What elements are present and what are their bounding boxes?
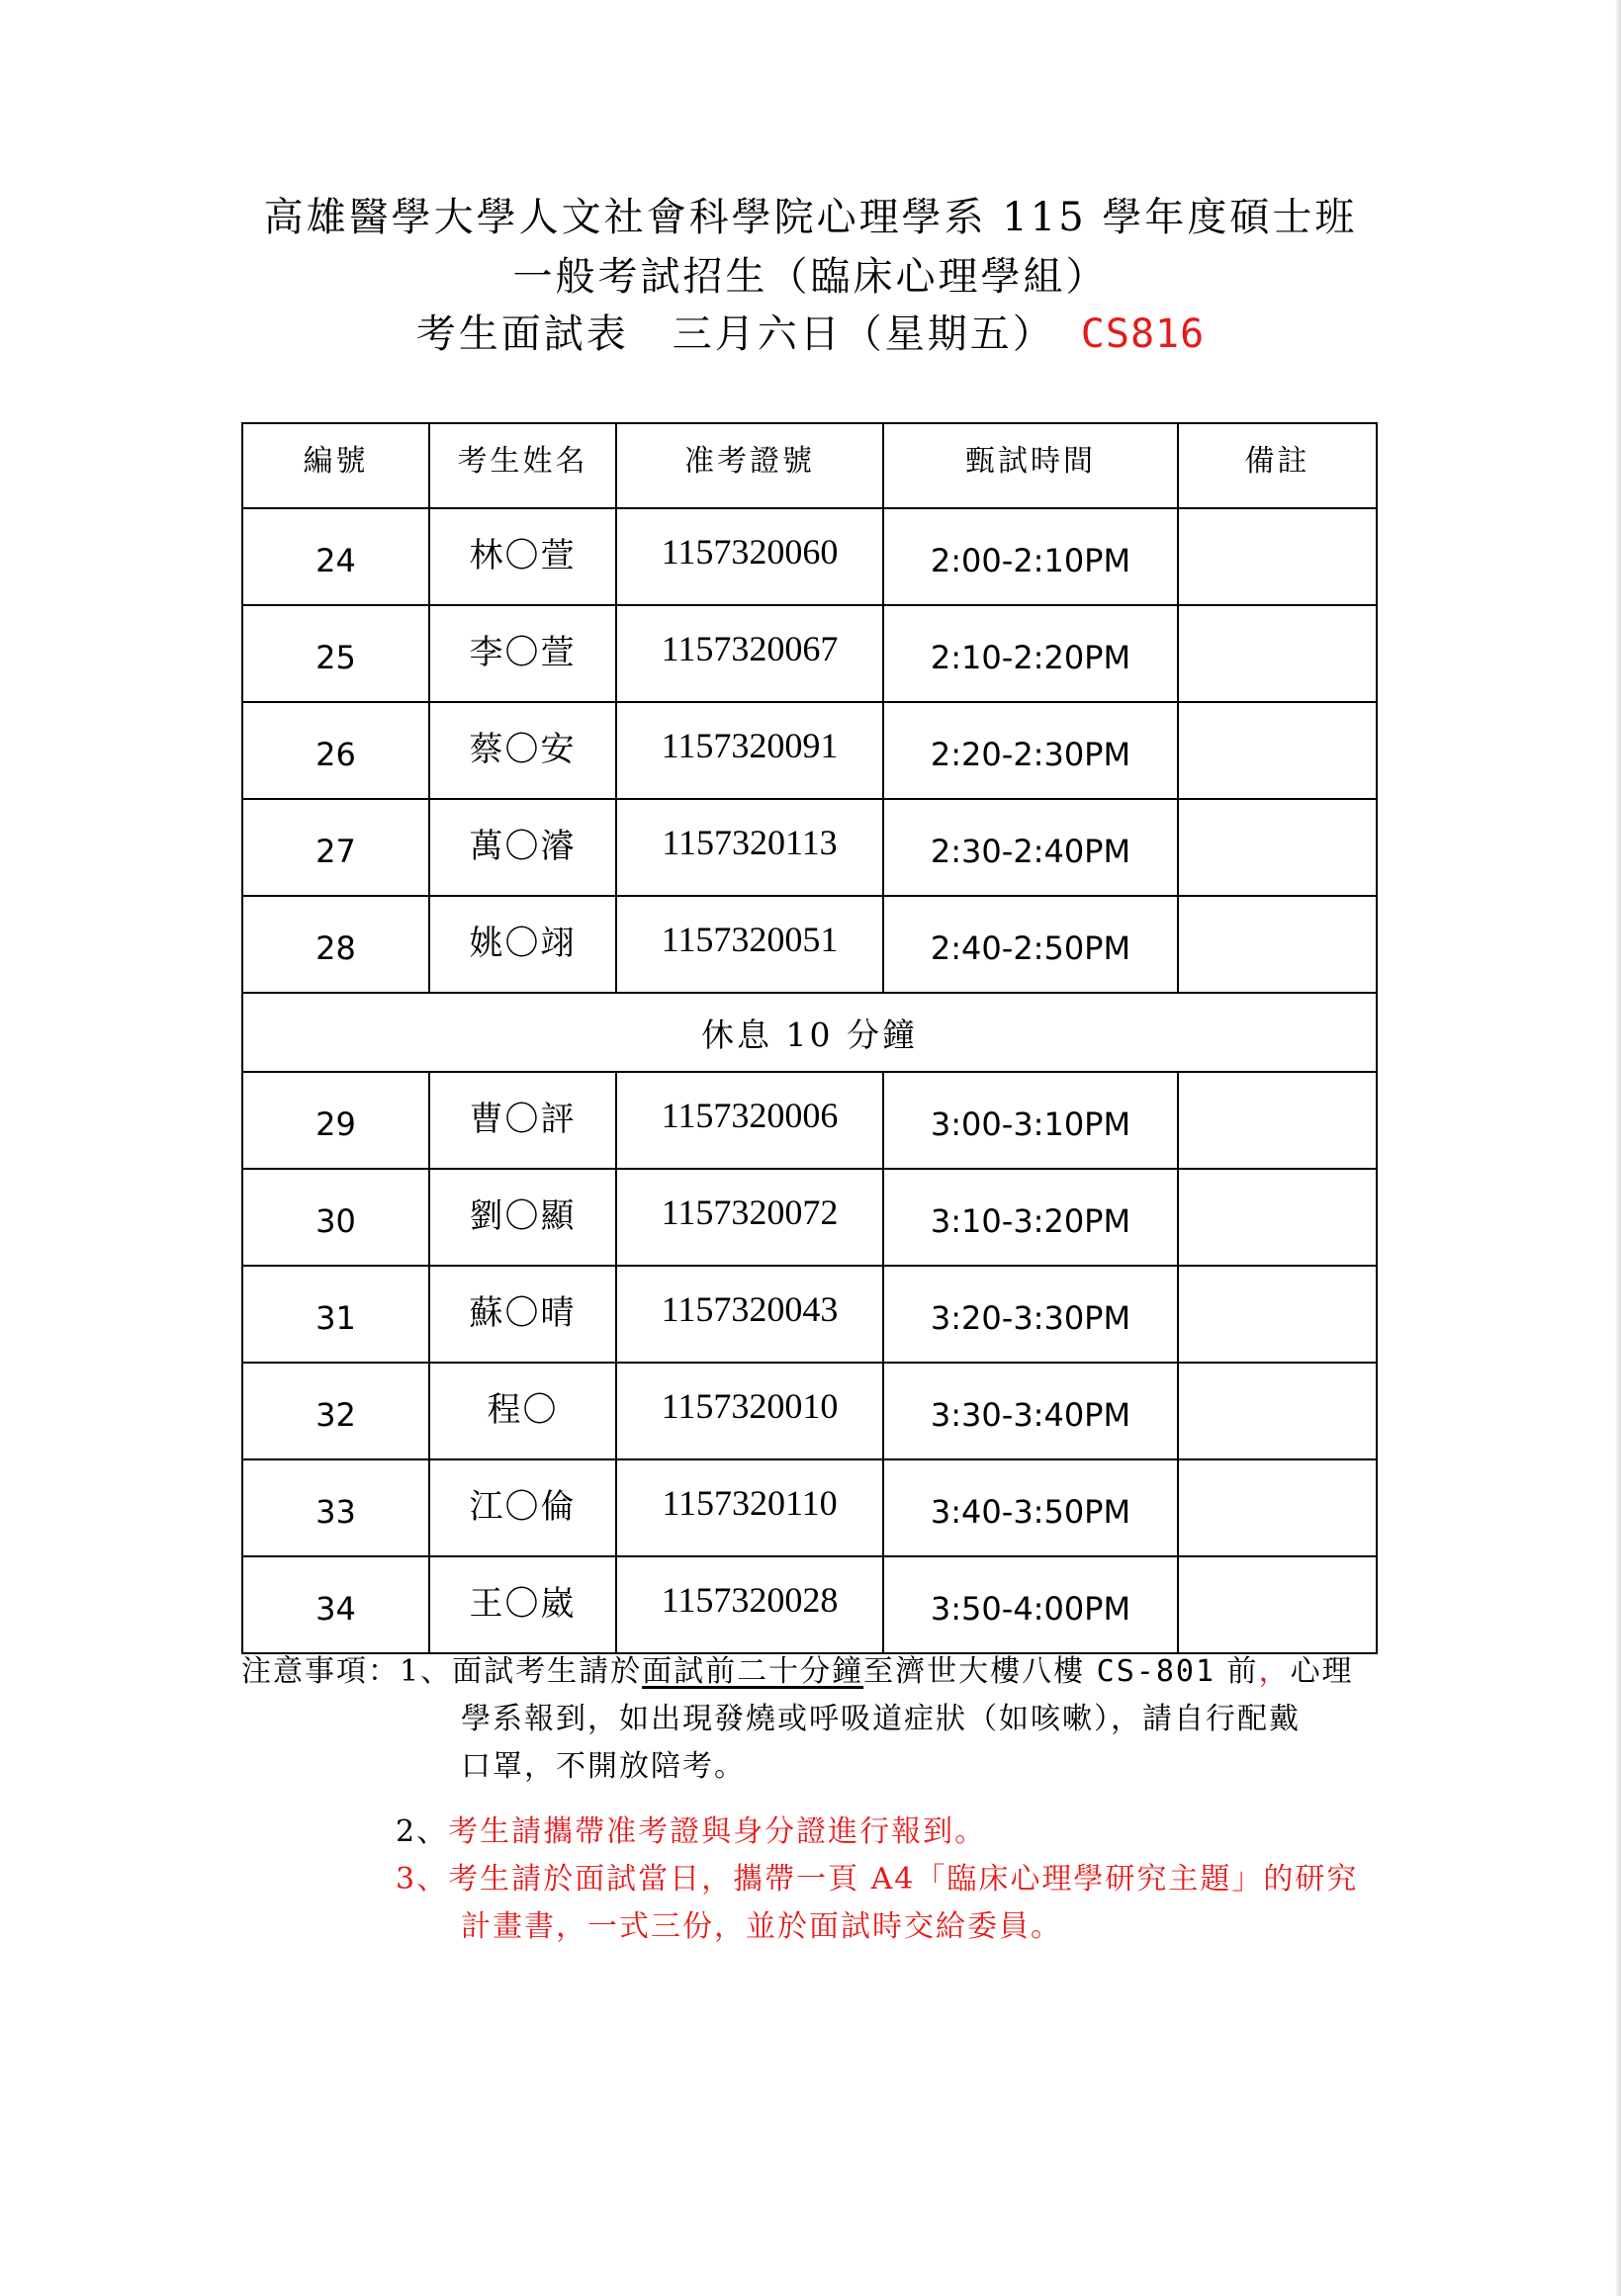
schedule-label: 考生面試表	[415, 311, 629, 357]
cell-time: 3:10-3:20PM	[883, 1169, 1178, 1266]
note-2: 2、考生請攜帶准考證與身分證進行報到。	[396, 1814, 987, 1849]
table-row	[242, 896, 1377, 993]
cell-note	[1178, 1556, 1377, 1653]
document-title-line3	[0, 310, 1621, 358]
break-label: 休息 10 分鐘	[242, 993, 1377, 1072]
cell-name: 李〇萱	[429, 605, 616, 702]
cell-time: 2:30-2:40PM	[883, 799, 1178, 896]
cell-time: 3:30-3:40PM	[883, 1363, 1178, 1459]
room-code: CS816	[1080, 311, 1206, 357]
cell-time: 3:00-3:10PM	[883, 1072, 1178, 1169]
cell-exam-id: 1157320006	[616, 1072, 883, 1169]
cell-name: 江〇倫	[429, 1459, 616, 1556]
cell-name: 蘇〇晴	[429, 1266, 616, 1363]
cell-time: 2:20-2:30PM	[883, 702, 1178, 799]
cell-number: 27	[242, 799, 429, 896]
cell-exam-id: 1157320051	[616, 896, 883, 993]
table-row	[242, 799, 1377, 896]
table-row	[242, 1556, 1377, 1653]
cell-number: 34	[242, 1556, 429, 1653]
cell-name: 劉〇顯	[429, 1169, 616, 1266]
table-row	[242, 1072, 1377, 1169]
cell-note	[1178, 1266, 1377, 1363]
cell-time: 2:10-2:20PM	[883, 605, 1178, 702]
cell-name: 曹〇評	[429, 1072, 616, 1169]
cell-exam-id: 1157320060	[616, 508, 883, 605]
cell-name: 蔡〇安	[429, 702, 616, 799]
cell-note	[1178, 605, 1377, 702]
note-1-line2: 學系報到，如出現發燒或呼吸道症狀（如咳嗽），請自行配戴	[461, 1702, 1301, 1736]
document-title-line2: 一般考試招生（臨床心理學組）	[512, 254, 1109, 300]
cell-name: 萬〇濬	[429, 799, 616, 896]
break-row	[242, 993, 1377, 1072]
interview-schedule-table	[241, 422, 1378, 1654]
cell-number: 31	[242, 1266, 429, 1363]
cell-note	[1178, 508, 1377, 605]
cell-exam-id: 1157320010	[616, 1363, 883, 1459]
cell-exam-id: 1157320091	[616, 702, 883, 799]
header-name: 考生姓名	[429, 423, 616, 508]
cell-note	[1178, 1072, 1377, 1169]
cell-number: 24	[242, 508, 429, 605]
cell-number: 25	[242, 605, 429, 702]
cell-exam-id: 1157320067	[616, 605, 883, 702]
cell-note	[1178, 896, 1377, 993]
cell-number: 28	[242, 896, 429, 993]
cell-name: 王〇崴	[429, 1556, 616, 1653]
cell-exam-id: 1157320113	[616, 799, 883, 896]
table-row	[242, 605, 1377, 702]
table-row	[242, 702, 1377, 799]
cell-name: 林〇萱	[429, 508, 616, 605]
table-row	[242, 1459, 1377, 1556]
table-row	[242, 1169, 1377, 1266]
cell-name: 姚〇翊	[429, 896, 616, 993]
cell-name: 程〇	[429, 1363, 616, 1459]
cell-note	[1178, 1459, 1377, 1556]
cell-number: 26	[242, 702, 429, 799]
note-1-line1: 注意事項：1、面試考生請於面試前二十分鐘至濟世大樓八樓 CS-801 前，心理	[241, 1654, 1354, 1689]
cell-number: 30	[242, 1169, 429, 1266]
cell-note	[1178, 702, 1377, 799]
cell-time: 3:50-4:00PM	[883, 1556, 1178, 1653]
cell-time: 2:00-2:10PM	[883, 508, 1178, 605]
interview-date: 三月六日（星期五）	[672, 311, 1055, 357]
room-number: CS-801	[1096, 1654, 1216, 1689]
cell-time: 3:20-3:30PM	[883, 1266, 1178, 1363]
header-number: 編號	[242, 423, 429, 508]
cell-exam-id: 1157320043	[616, 1266, 883, 1363]
table-row	[242, 508, 1377, 605]
note-3-line2: 計畫書，一式三份，並於面試時交給委員。	[461, 1909, 1062, 1944]
cell-time: 2:40-2:50PM	[883, 896, 1178, 993]
cell-exam-id: 1157320110	[616, 1459, 883, 1556]
cell-time: 3:40-3:50PM	[883, 1459, 1178, 1556]
document-title-line1: 高雄醫學大學人文社會科學院心理學系 115 學年度碩士班	[263, 195, 1358, 240]
note-1-line3: 口罩，不開放陪考。	[461, 1749, 746, 1784]
table-row	[242, 1363, 1377, 1459]
note-3-line1: 3、考生請於面試當日，攜帶一頁 A4「臨床心理學研究主題」的研究	[396, 1862, 1359, 1897]
cell-number: 32	[242, 1363, 429, 1459]
cell-exam-id: 1157320072	[616, 1169, 883, 1266]
table-row	[242, 1266, 1377, 1363]
cell-note	[1178, 1363, 1377, 1459]
table-header-row	[242, 423, 1377, 508]
underlined-time: 面試前二十分鐘	[642, 1654, 864, 1689]
cell-number: 29	[242, 1072, 429, 1169]
cell-note	[1178, 1169, 1377, 1266]
header-note: 備註	[1178, 423, 1377, 508]
cell-note	[1178, 799, 1377, 896]
cell-exam-id: 1157320028	[616, 1556, 883, 1653]
cell-number: 33	[242, 1459, 429, 1556]
header-time: 甄試時間	[883, 423, 1178, 508]
notes-label: 注意事項：	[241, 1654, 400, 1689]
header-exam-id: 准考證號	[616, 423, 883, 508]
